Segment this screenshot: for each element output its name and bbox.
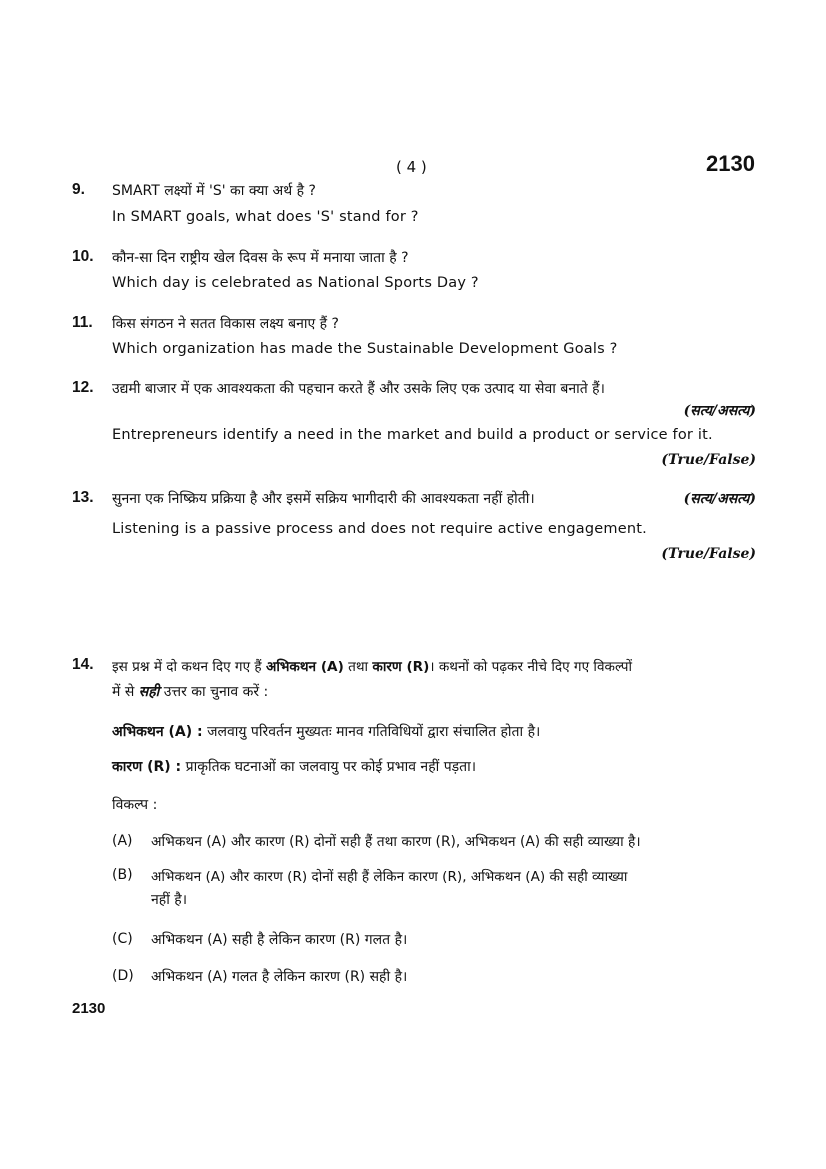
question-number: 13. [72, 489, 94, 506]
page-number: ( 4 ) [396, 158, 427, 176]
option-text: अभिकथन (A) और कारण (R) दोनों सही हैं तथा कारण (R), अभिकथन (A) की सही व्याख्या है। [151, 834, 641, 850]
assertion-statement: अभिकथन (A) : जलवायु परिवर्तन मुख्यतः मानव गतिविधियों द्वारा संचालित होता है। [112, 724, 541, 740]
question-hindi: उद्यमी बाजार में एक आवश्यकता की पहचान करते हैं और उसके लिए एक उत्पाद या सेवा बनाते हैं। [112, 381, 605, 397]
question-number: 10. [72, 248, 94, 265]
option-letter: (A) [112, 833, 133, 849]
options-label: विकल्प : [112, 797, 158, 813]
question-english: In SMART goals, what does 'S' stand for ? [112, 209, 419, 225]
reason-statement: कारण (R) : प्राकृतिक घटनाओं का जलवायु पर कोई प्रभाव नहीं पड़ता। [112, 759, 477, 775]
option-letter: (D) [112, 968, 134, 984]
option-letter: (C) [112, 931, 133, 947]
option-text-continued: नहीं है। [151, 892, 188, 908]
option-text: अभिकथन (A) और कारण (R) दोनों सही हैं लेकिन कारण (R), अभिकथन (A) की सही व्याख्या [151, 869, 628, 885]
q14-intro-line2: में से सही उत्तर का चुनाव करें : [112, 684, 269, 700]
true-false-hindi: (सत्य/असत्य) [683, 403, 756, 419]
question-hindi: SMART लक्ष्यों में 'S' का क्या अर्थ है ? [112, 183, 316, 199]
question-number: 11. [72, 314, 93, 331]
option-letter: (B) [112, 867, 133, 883]
question-hindi: सुनना एक निष्क्रिय प्रक्रिया है और इसमें सक्रिय भागीदारी की आवश्यकता नहीं होती। [112, 491, 535, 507]
question-english: Which organization has made the Sustainable Development Goals ? [112, 341, 618, 357]
q14-intro-line1: इस प्रश्न में दो कथन दिए गए हैं अभिकथन (A) तथा कारण (R)। कथनों को पढ़कर नीचे दिए गए विकल्पों [112, 659, 633, 675]
question-number: 9. [72, 181, 85, 198]
paper-code-header: 2130 [706, 151, 755, 176]
option-text: अभिकथन (A) सही है लेकिन कारण (R) गलत है। [151, 932, 408, 948]
true-false-english: (True/False) [661, 546, 756, 562]
question-english: Which day is celebrated as National Sports Day ? [112, 275, 479, 291]
question-hindi: किस संगठन ने सतत विकास लक्ष्य बनाए हैं ? [112, 316, 339, 332]
question-english: Entrepreneurs identify a need in the market and build a product or service for it. [112, 427, 713, 443]
question-number: 14. [72, 656, 94, 673]
question-hindi: कौन-सा दिन राष्ट्रीय खेल दिवस के रूप में मनाया जाता है ? [112, 250, 409, 266]
true-false-hindi: (सत्य/असत्य) [683, 491, 756, 507]
paper-code-footer: 2130 [72, 1000, 106, 1017]
question-number: 12. [72, 379, 94, 396]
question-english: Listening is a passive process and does not require active engagement. [112, 521, 647, 537]
true-false-english: (True/False) [661, 452, 756, 468]
option-text: अभिकथन (A) गलत है लेकिन कारण (R) सही है। [151, 969, 408, 985]
